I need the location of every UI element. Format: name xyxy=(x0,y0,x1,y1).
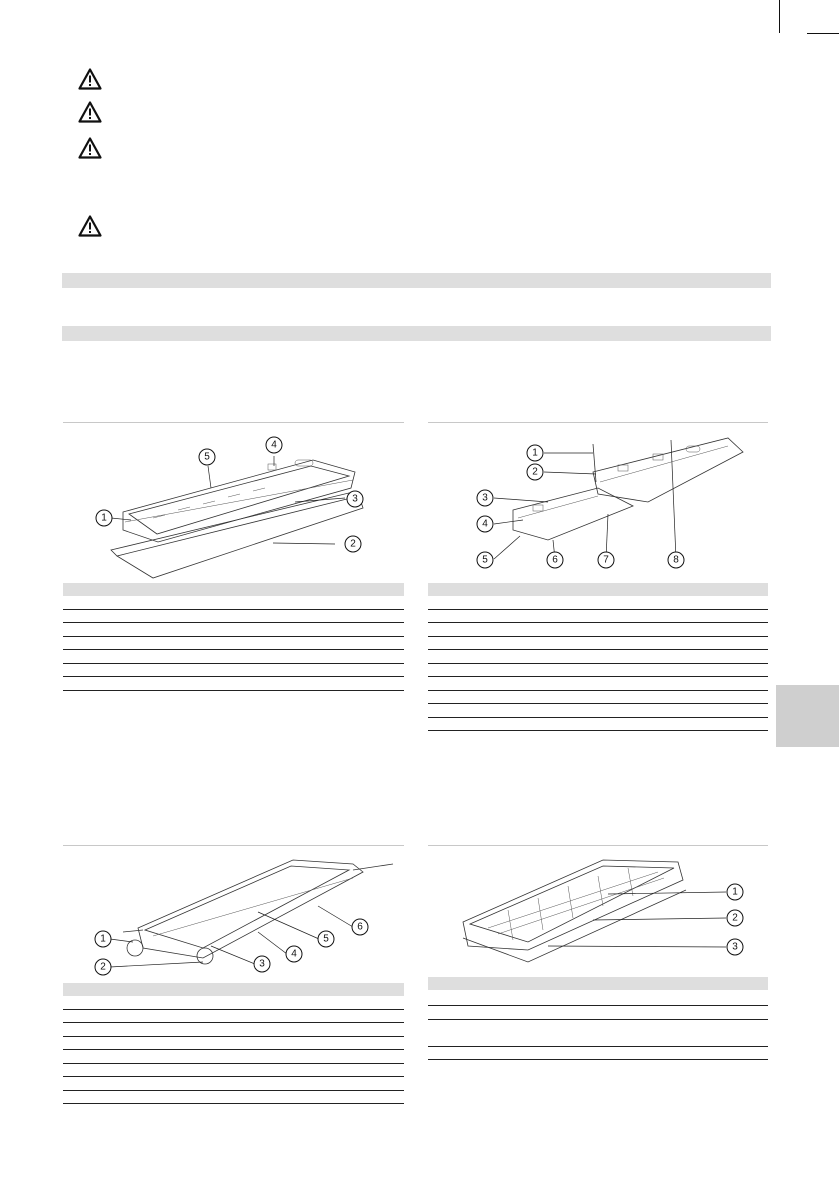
crop-mark-top xyxy=(779,0,780,33)
callout-6 xyxy=(352,919,368,935)
warning-triangle-icon xyxy=(78,101,102,123)
parts-table-4 xyxy=(428,977,768,1060)
parts-table-2 xyxy=(428,583,768,731)
callout-2 xyxy=(727,910,743,926)
svg-text:4: 4 xyxy=(291,948,297,960)
svg-text:1: 1 xyxy=(100,933,106,945)
stretcher-figure-1 xyxy=(63,430,404,580)
callout-3 xyxy=(477,490,493,506)
callout-4 xyxy=(266,437,282,453)
svg-text:3: 3 xyxy=(352,493,358,505)
callout-1 xyxy=(96,510,112,526)
parts-table-1 xyxy=(63,583,404,691)
stretcher-figure-2 xyxy=(428,430,768,580)
stretcher-figure-4 xyxy=(428,850,768,975)
callout-1 xyxy=(727,884,743,900)
callout-2 xyxy=(345,536,361,552)
callout-3 xyxy=(347,491,363,507)
svg-text:2: 2 xyxy=(532,466,538,478)
callout-3 xyxy=(727,939,743,955)
svg-text:3: 3 xyxy=(732,941,738,953)
callout-1 xyxy=(527,445,543,461)
warning-triangle-icon xyxy=(78,215,102,237)
callout-6 xyxy=(547,552,563,568)
callout-2 xyxy=(527,464,543,480)
svg-text:5: 5 xyxy=(482,554,488,566)
svg-text:2: 2 xyxy=(350,538,356,550)
stretcher-figure-3 xyxy=(63,850,404,980)
callout-5 xyxy=(199,449,215,465)
svg-text:1: 1 xyxy=(532,447,538,459)
callout-5 xyxy=(477,552,493,568)
callout-2 xyxy=(95,959,111,975)
figure-top-rule xyxy=(428,422,768,423)
section-heading-band xyxy=(62,273,771,288)
svg-text:5: 5 xyxy=(323,933,329,945)
callout-5 xyxy=(318,931,334,947)
figure-top-rule xyxy=(428,845,768,846)
callout-4 xyxy=(286,946,302,962)
callout-1 xyxy=(95,931,111,947)
svg-text:3: 3 xyxy=(259,958,265,970)
figure-top-rule xyxy=(63,845,404,846)
callout-7 xyxy=(598,552,614,568)
svg-text:8: 8 xyxy=(673,554,679,566)
svg-text:4: 4 xyxy=(271,439,277,451)
svg-text:7: 7 xyxy=(603,554,609,566)
figure-top-rule xyxy=(63,422,404,423)
warning-triangle-icon xyxy=(78,68,102,90)
svg-text:4: 4 xyxy=(482,518,488,530)
svg-text:6: 6 xyxy=(552,554,558,566)
chapter-side-tab xyxy=(776,685,839,747)
warning-triangle-icon xyxy=(78,137,102,159)
svg-text:2: 2 xyxy=(732,912,738,924)
svg-text:2: 2 xyxy=(100,961,106,973)
svg-text:1: 1 xyxy=(732,886,738,898)
svg-text:6: 6 xyxy=(357,921,363,933)
svg-text:3: 3 xyxy=(482,492,488,504)
svg-text:1: 1 xyxy=(101,512,107,524)
callout-3 xyxy=(254,956,270,972)
callout-4 xyxy=(477,516,493,532)
section-heading-band xyxy=(62,326,771,341)
svg-text:5: 5 xyxy=(204,451,210,463)
parts-table-3 xyxy=(63,983,404,1104)
callout-8 xyxy=(668,552,684,568)
crop-mark-right xyxy=(807,33,839,34)
